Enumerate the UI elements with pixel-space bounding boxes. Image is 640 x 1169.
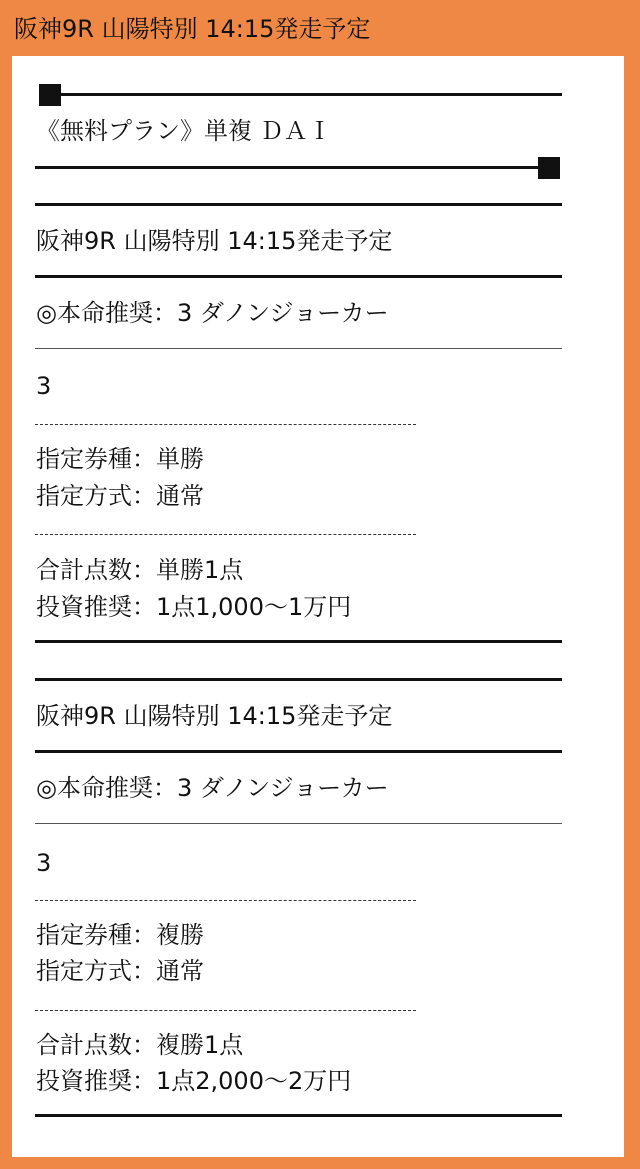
dashed-divider <box>35 1010 416 1011</box>
banner-top-rule <box>61 93 562 96</box>
banner-title: 《無料プラン》単複 ＤＡＩ <box>36 117 332 145</box>
square-marker-left <box>39 84 61 106</box>
thin-rule <box>35 823 562 824</box>
section-rule <box>35 750 562 753</box>
investment-recommendation: 投資推奨：1点2,000〜2万円 <box>36 1067 352 1095</box>
bet-type: 指定券種：単勝 <box>36 445 204 473</box>
bet-type: 指定券種：複勝 <box>36 921 204 949</box>
square-marker-right <box>538 157 560 179</box>
page-title: 阪神9R 山陽特別 14:15発走予定 <box>14 15 371 43</box>
section-rule <box>35 203 562 206</box>
header-bar <box>0 0 640 56</box>
horse-number: 3 <box>36 849 52 877</box>
pick-recommendation: ◎本命推奨：3 ダノンジョーカー <box>36 774 389 802</box>
bet-method: 指定方式：通常 <box>36 482 204 510</box>
section-rule <box>35 678 562 681</box>
race-info: 阪神9R 山陽特別 14:15発走予定 <box>36 227 393 255</box>
investment-recommendation: 投資推奨：1点1,000〜1万円 <box>36 593 352 621</box>
horse-number: 3 <box>36 372 52 400</box>
bet-method: 指定方式：通常 <box>36 957 204 985</box>
dashed-divider <box>35 900 416 901</box>
dashed-divider <box>35 534 416 535</box>
section-rule <box>35 1114 562 1117</box>
section-rule <box>35 275 562 278</box>
thin-rule <box>35 348 562 349</box>
section-rule <box>35 640 562 643</box>
race-info: 阪神9R 山陽特別 14:15発走予定 <box>36 702 393 730</box>
total-points: 合計点数：単勝1点 <box>36 556 244 584</box>
total-points: 合計点数：複勝1点 <box>36 1031 244 1059</box>
dashed-divider <box>35 424 416 425</box>
pick-recommendation: ◎本命推奨：3 ダノンジョーカー <box>36 299 389 327</box>
banner-bottom-rule <box>35 166 538 169</box>
